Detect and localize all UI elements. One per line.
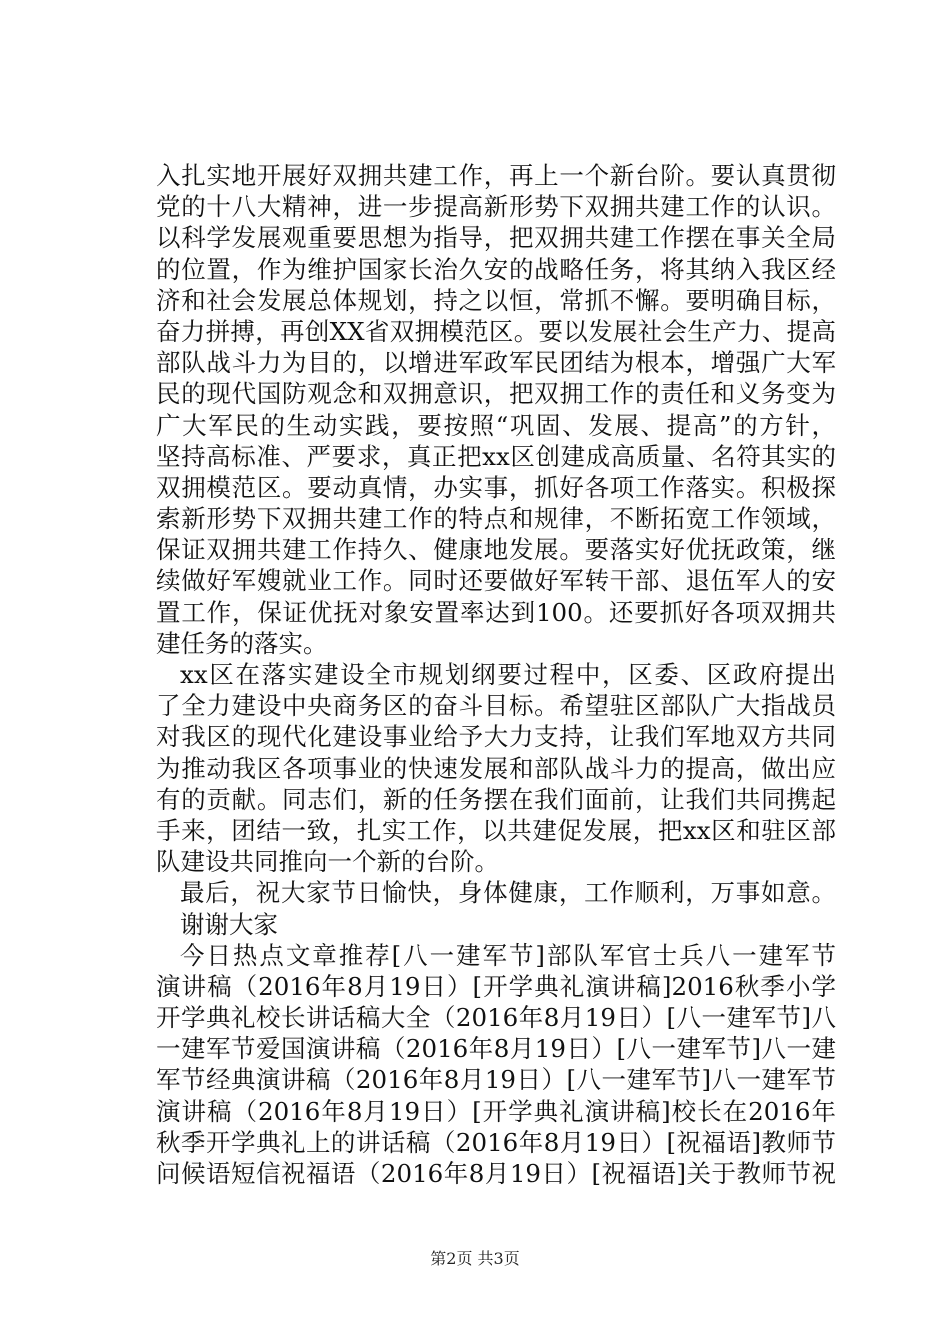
paragraph-1 xyxy=(156,160,836,659)
text-line: 以科学发展观重要思想为指导，把双拥共建工作摆在事关全局 xyxy=(156,223,836,253)
text-line: 对我区的现代化建设事业给予大力支持，让我们军地双方共同 xyxy=(156,722,836,752)
text-line: 队建设共同推向一个新的台阶。 xyxy=(156,847,499,877)
text-line: 问候语短信祝福语（2016年8月19日）[祝福语]关于教师节祝 xyxy=(156,1159,836,1188)
text-line: 为推动我区各项事业的快速发展和部队战斗力的提高，做出应 xyxy=(156,753,836,783)
text-line: 演讲稿（2016年8月19日）[开学典礼演讲稿]校长在2016年 xyxy=(156,1096,836,1126)
text-line: 谢谢大家 xyxy=(180,909,278,939)
text-line: 的位置，作为维护国家长治久安的战略任务，将其纳入我区经 xyxy=(156,254,836,284)
text-line: 奋力拼搏，再创XX省双拥模范区。要以发展社会生产力、提高 xyxy=(156,316,836,346)
paragraph-5 xyxy=(156,940,836,1190)
text-line: 续做好军嫂就业工作。同时还要做好军转干部、退伍军人的安 xyxy=(156,566,836,596)
text-line: xx区在落实建设全市规划纲要过程中，区委、区政府提出 xyxy=(180,660,836,689)
text-line: 置工作，保证优抚对象安置率达到100。还要抓好各项双拥共 xyxy=(156,597,836,627)
text-line: 开学典礼校长讲话稿大全（2016年8月19日）[八一建军节]八 xyxy=(156,1003,836,1033)
text-line: 济和社会发展总体规划，持之以恒，常抓不懈。要明确目标， xyxy=(156,285,836,315)
text-line: 索新形势下双拥共建工作的特点和规律，不断拓宽工作领域， xyxy=(156,504,836,534)
page-footer: 第2页 共3页 xyxy=(430,1249,520,1268)
paragraph-2 xyxy=(156,659,836,877)
text-line: 广大军民的生动实践，要按照“巩固、发展、提高”的方针， xyxy=(156,410,836,440)
text-line: 秋季开学典礼上的讲话稿（2016年8月19日）[祝福语]教师节 xyxy=(156,1127,836,1157)
text-line: 部队战斗力为目的，以增进军政军民团结为根本，增强广大军 xyxy=(156,348,836,378)
text-line: 双拥模范区。要动真情，办实事，抓好各项工作落实。积极探 xyxy=(156,472,836,502)
paragraph-3 xyxy=(156,877,836,908)
text-line: 建任务的落实。 xyxy=(156,628,328,658)
text-line: 民的现代国防观念和双拥意识，把双拥工作的责任和义务变为 xyxy=(156,379,836,409)
text-line: 演讲稿（2016年8月19日）[开学典礼演讲稿]2016秋季小学 xyxy=(156,971,836,1001)
text-line: 今日热点文章推荐[八一建军节]部队军官士兵八一建军节 xyxy=(180,940,836,970)
text-line: 最后，祝大家节日愉快，身体健康，工作顺利，万事如意。 xyxy=(180,878,836,908)
text-line: 坚持高标准、严要求，真正把xx区创建成高质量、名符其实的 xyxy=(156,441,836,471)
text-line: 党的十八大精神，进一步提高新形势下双拥共建工作的认识。 xyxy=(156,192,836,222)
text-line: 入扎实地开展好双拥共建工作，再上一个新台阶。要认真贯彻 xyxy=(156,161,836,190)
text-line: 了全力建设中央商务区的奋斗目标。希望驻区部队广大指战员 xyxy=(156,691,836,721)
text-line: 一建军节爱国演讲稿（2016年8月19日）[八一建军节]八一建 xyxy=(156,1034,836,1064)
text-line: 军节经典演讲稿（2016年8月19日）[八一建军节]八一建军节 xyxy=(156,1065,836,1095)
text-line: 手来，团结一致，扎实工作，以共建促发展，把xx区和驻区部 xyxy=(156,815,836,845)
text-line: 保证双拥共建工作持久、健康地发展。要落实好优抚政策，继 xyxy=(156,535,836,565)
paragraph-4 xyxy=(156,909,836,940)
text-line: 有的贡献。同志们，新的任务摆在我们面前，让我们共同携起 xyxy=(156,784,836,814)
document-body xyxy=(156,160,836,1189)
